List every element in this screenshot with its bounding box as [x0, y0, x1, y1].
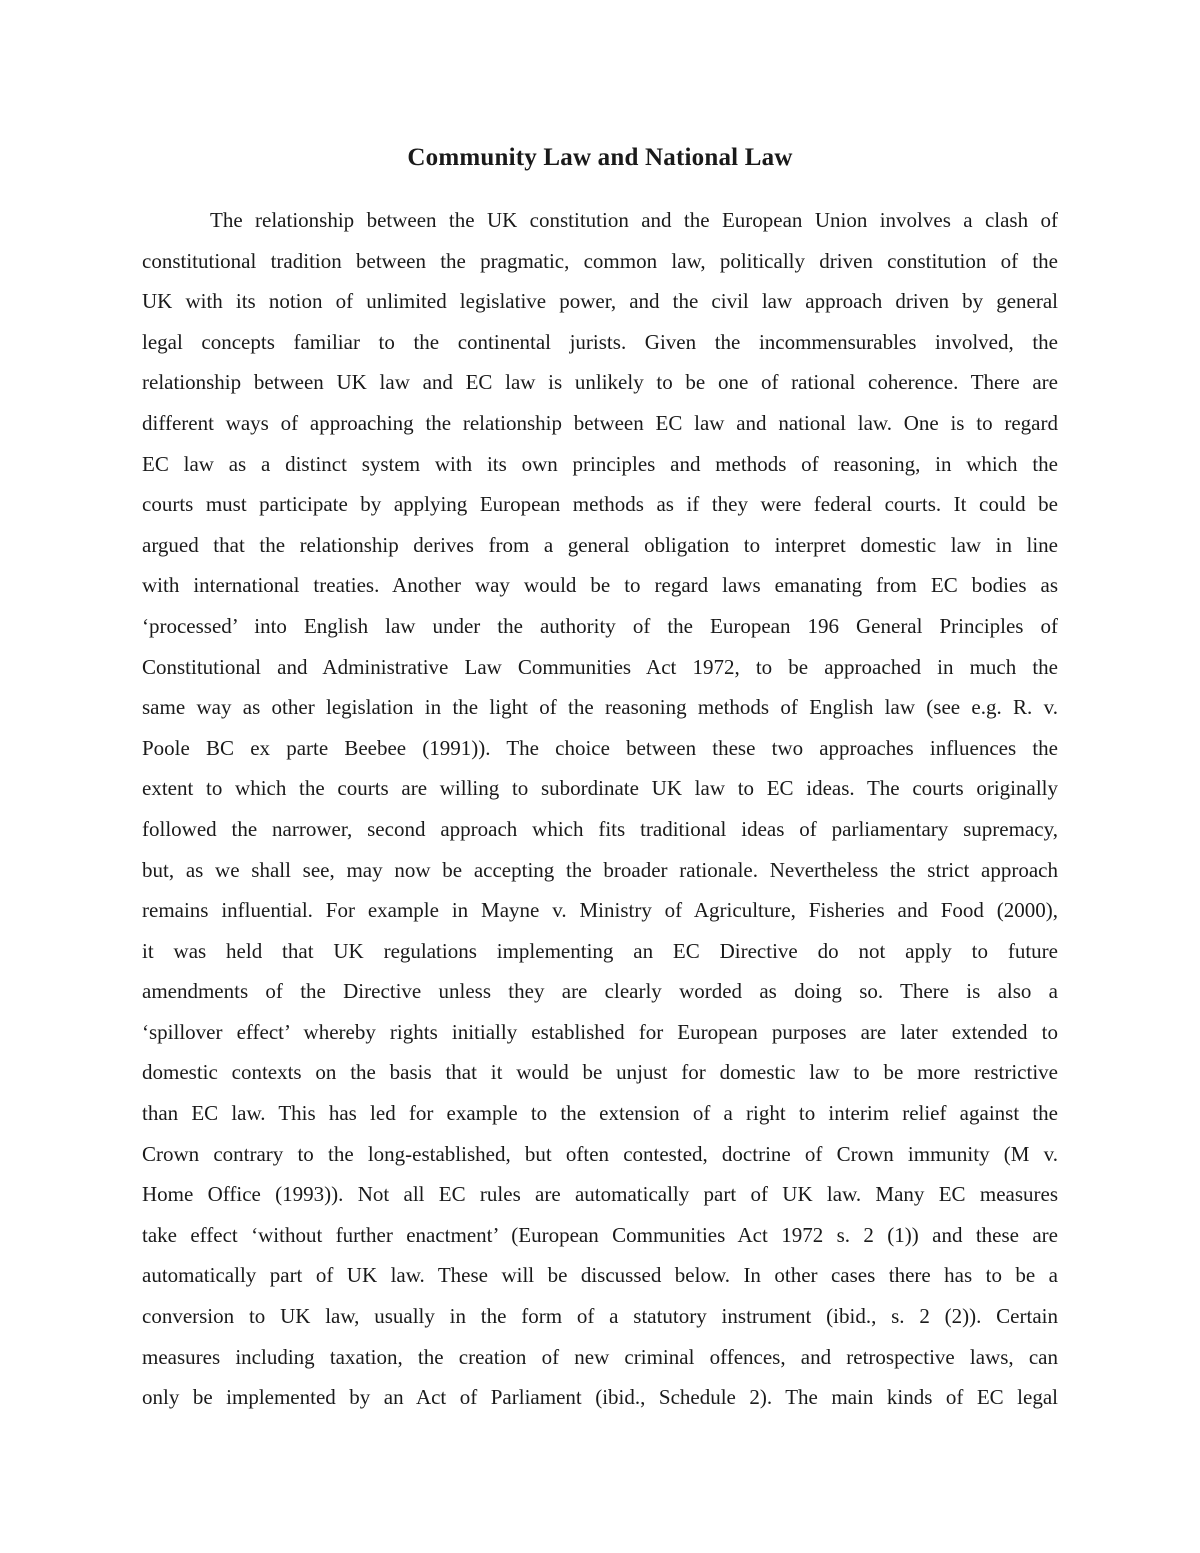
body-line: but, as we shall see, may now be accepting the broader rationale. Nevertheless the strict approach: [142, 857, 1058, 882]
body-line: same way as other legislation in the light of the reasoning methods of English law (see e.g. R. v.: [142, 695, 1058, 720]
body-line: argued that the relationship derives from a general obligation to interpret domestic law in line: [142, 532, 1058, 557]
body-line: Poole BC ex parte Beebee (1991)). The choice between these two approaches influences the: [142, 735, 1058, 760]
body-line: Home Office (1993)). Not all EC rules are automatically part of UK law. Many EC measures: [142, 1182, 1058, 1207]
body-line: legal concepts familiar to the continental jurists. Given the incommensurables involved, the: [142, 329, 1058, 354]
body-line: UK with its notion of unlimited legislative power, and the civil law approach driven by general: [142, 289, 1058, 314]
body-line: EC law as a distinct system with its own principles and methods of reasoning, in which the: [142, 451, 1058, 476]
body-line: than EC law. This has led for example to the extension of a right to interim relief against the: [142, 1101, 1058, 1126]
body-line: constitutional tradition between the pragmatic, common law, politically driven constitution of the: [142, 248, 1058, 273]
document-body: [142, 200, 1058, 1418]
body-line: Crown contrary to the long-established, but often contested, doctrine of Crown immunity (M v.: [142, 1141, 1058, 1166]
body-line: automatically part of UK law. These will be discussed below. In other cases there has to be a: [142, 1263, 1058, 1288]
body-line: measures including taxation, the creation of new criminal offences, and retrospective laws, can: [142, 1344, 1058, 1369]
body-line: courts must participate by applying European methods as if they were federal courts. It could be: [142, 492, 1058, 517]
body-line: followed the narrower, second approach which fits traditional ideas of parliamentary supremacy,: [142, 816, 1058, 841]
body-line: domestic contexts on the basis that it would be unjust for domestic law to be more restrictive: [142, 1060, 1058, 1085]
body-line: take effect ‘without further enactment’ (European Communities Act 1972 s. 2 (1)) and these are: [142, 1222, 1058, 1247]
document-title: Community Law and National Law: [407, 144, 793, 171]
body-line: with international treaties. Another way would be to regard laws emanating from EC bodies as: [142, 573, 1058, 598]
body-line: conversion to UK law, usually in the form of a statutory instrument (ibid., s. 2 (2)). Certain: [142, 1304, 1058, 1329]
body-line: ‘spillover effect’ whereby rights initially established for European purposes are later extended to: [142, 1019, 1058, 1044]
body-line: The relationship between the UK constitution and the European Union involves a clash of: [210, 208, 1058, 232]
body-line: ‘processed’ into English law under the authority of the European 196 General Principles of: [142, 613, 1058, 638]
body-line: remains influential. For example in Mayne v. Ministry of Agriculture, Fisheries and Food (2000),: [142, 898, 1058, 923]
body-line: relationship between UK law and EC law is unlikely to be one of rational coherence. There are: [142, 370, 1058, 395]
body-line: Constitutional and Administrative Law Communities Act 1972, to be approached in much the: [142, 654, 1058, 679]
body-line: amendments of the Directive unless they are clearly worded as doing so. There is also a: [142, 979, 1058, 1004]
body-line: only be implemented by an Act of Parliament (ibid., Schedule 2). The main kinds of EC legal: [142, 1385, 1058, 1410]
body-line: extent to which the courts are willing to subordinate UK law to EC ideas. The courts originally: [142, 776, 1058, 801]
body-line: different ways of approaching the relationship between EC law and national law. One is to regard: [142, 410, 1058, 435]
body-line: it was held that UK regulations implementing an EC Directive do not apply to future: [142, 938, 1058, 963]
